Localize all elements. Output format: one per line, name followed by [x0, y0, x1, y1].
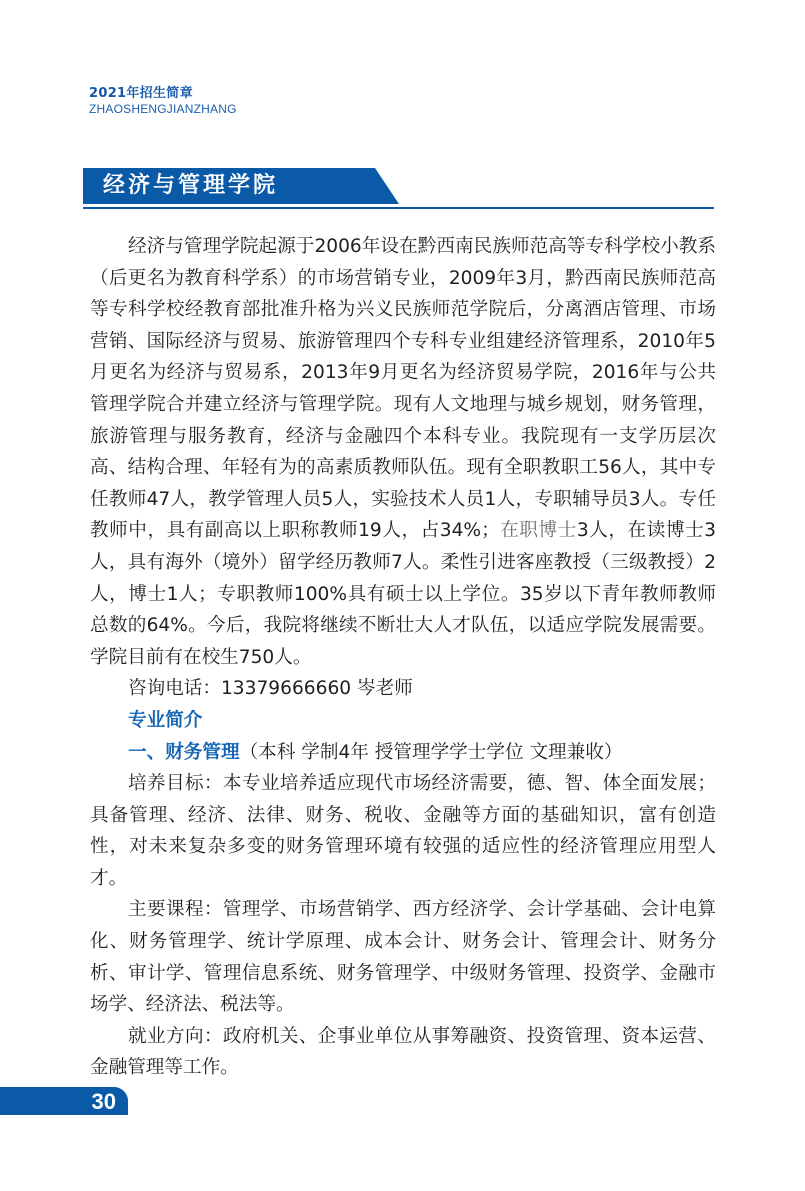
intro-text-part1: 经济与管理学院起源于2006年设在黔西南民族师范高等专科学校小教系（后更名为教育科学系）的市场营销专业，2009年3月，黔西南民族师范高等专科学校经教育部批准升格为兴义民族师范学院后，分离酒店管理、市场营销、国际经济与贸易、旅游管理四个专科专业组建经济管理系，2010年5月更名为经济与贸易系，2013年9月更名为经济贸易学院，2016年与公共管理学院合并建立经济与管理学院。现有人文地理与城乡规划，财务管理，旅游管理与服务教育，经济与金融四个本科专业。我院现有一支学历层次高、结构合理、年轻有为的高素质教师队伍。现有全职教职工56人，其中专任教师47人，教学管理人员5人，实验技术人员1人，专职辅导员3人。专任教师中，具有副高以上职称教师19人，占34%；	[90, 236, 716, 542]
intro-paragraph	[90, 231, 716, 673]
major-goal: 培养目标：本专业培养适应现代市场经济需要，德、智、体全面发展；具备管理、经济、法律、财务、税收、金融等方面的基础知识，富有创造性，对未来复杂多变的财务管理环境有较强的适应性的经济管理应用型人才。	[90, 773, 716, 889]
running-head	[89, 86, 237, 117]
major-career: 就业方向：政府机关、企事业单位从事筹融资、投资管理、资本运营、金融管理等工作。	[90, 1025, 716, 1079]
running-head-subtitle: ZHAOSHENGJIANZHANG	[89, 102, 237, 116]
intro-text-gray: 在职博士	[499, 520, 577, 542]
major-title-line	[90, 737, 716, 769]
contact-line: 咨询电话：13379666660 岑老师	[128, 678, 413, 700]
page-number: 30	[91, 1089, 116, 1114]
majors-heading: 专业简介	[128, 709, 203, 731]
major-meta: （本科 学制4年 授管理学学士学位 文理兼收）	[239, 741, 623, 763]
running-head-title: 2021年招生简章	[89, 86, 193, 101]
section-title: 经济与管理学院	[103, 173, 279, 198]
major-courses: 主要课程：管理学、市场营销学、西方经济学、会计学基础、会计电算化、财务管理学、统计学原理、成本会计、财务会计、管理会计、财务分析、审计学、管理信息系统、财务管理学、中级财务管理、投资学、金融市场学、经济法、税法等。	[90, 899, 716, 1016]
major-name: 一、财务管理	[128, 741, 240, 763]
article-body	[90, 231, 716, 1084]
page-number-tab	[0, 1087, 128, 1115]
intro-text-part2: 3人，在读博士3人，具有海外（境外）留学经历教师7人。柔性引进客座教授（三级教授）2人，博士1人；专职教师100%具有硕士以上学位。35岁以下青年教师教师总数的64%。今后，我院将继续不断壮大人才队伍，以适应学院发展需要。学院目前有在校生750人。	[90, 520, 716, 668]
section-divider	[83, 207, 714, 209]
section-banner	[83, 168, 399, 204]
